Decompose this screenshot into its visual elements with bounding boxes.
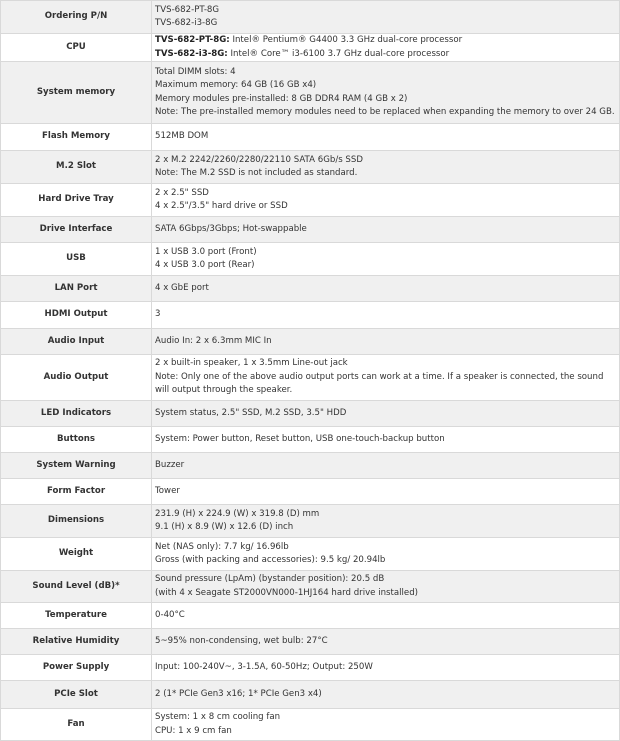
spec-value-text: Intel® Pentium® G4400 3.3 GHz dual-core processor — [229, 35, 463, 45]
spec-value-text: SATA 6Gbps/3Gbps; Hot-swappable — [155, 223, 307, 234]
spec-value-line — [155, 130, 619, 144]
spec-value-line — [155, 587, 619, 601]
spec-value-text: Note: The M.2 SSD is not included as standard. — [155, 168, 358, 178]
spec-row-audio-input — [1, 329, 620, 355]
spec-value — [152, 479, 620, 505]
spec-label: LAN Port — [1, 276, 152, 302]
spec-value-line — [155, 79, 619, 93]
spec-value — [152, 302, 620, 329]
spec-value-text: 512MB DOM — [155, 131, 209, 142]
spec-label: PCIe Slot — [1, 681, 152, 709]
spec-value-line — [155, 573, 619, 587]
spec-value — [152, 62, 620, 124]
spec-value-line — [155, 541, 619, 555]
spec-label: Temperature — [1, 603, 152, 629]
spec-value-line — [155, 371, 619, 398]
spec-value-line — [155, 407, 619, 421]
spec-value-text: System: 1 x 8 cm cooling fan — [155, 712, 281, 722]
spec-value-line — [155, 508, 619, 522]
spec-value-line — [155, 154, 619, 168]
spec-value-text: CPU: 1 x 9 cm fan — [155, 725, 232, 736]
spec-row-sound-level-db — [1, 571, 620, 603]
spec-value-text: 4 x USB 3.0 port (Rear) — [155, 260, 255, 270]
spec-row-weight — [1, 538, 620, 571]
spec-value-line — [155, 4, 619, 18]
spec-row-m-2-slot — [1, 151, 620, 184]
spec-row-hard-drive-tray — [1, 184, 620, 217]
spec-label: Buttons — [1, 427, 152, 453]
spec-value-text: Buzzer — [155, 459, 185, 470]
spec-value — [152, 571, 620, 603]
spec-value-text: Memory modules pre-installed: 8 GB DDR4 RAM (4 GB x 2) — [155, 93, 408, 104]
spec-label: Ordering P/N — [1, 1, 152, 34]
spec-row-cpu — [1, 34, 620, 62]
spec-value-text: Total DIMM slots: 4 — [155, 66, 236, 77]
spec-value-line — [155, 688, 619, 702]
spec-value-text: Audio In: 2 x 6.3mm MIC In — [155, 335, 272, 346]
spec-value-line — [155, 48, 619, 62]
spec-value-line — [155, 554, 619, 568]
spec-value — [152, 709, 620, 741]
spec-value — [152, 243, 620, 276]
spec-row-flash-memory — [1, 124, 620, 151]
spec-label: Hard Drive Tray — [1, 184, 152, 217]
spec-label: Audio Input — [1, 329, 152, 355]
spec-row-dimensions — [1, 505, 620, 538]
spec-value-line — [155, 335, 619, 349]
spec-label: Dimensions — [1, 505, 152, 538]
spec-value — [152, 329, 620, 355]
spec-value-text: Input: 100-240V~, 3-1.5A, 60-50Hz; Output: 250W — [155, 661, 373, 672]
spec-value-line — [155, 106, 619, 120]
spec-value-text: 2 (1* PCIe Gen3 x16; 1* PCIe Gen3 x4) — [155, 688, 322, 699]
spec-value-line — [155, 725, 619, 739]
spec-value-line — [155, 223, 619, 237]
spec-value — [152, 124, 620, 151]
spec-value-line — [155, 485, 619, 499]
spec-value — [152, 681, 620, 709]
spec-label: Power Supply — [1, 655, 152, 681]
spec-value-line — [155, 635, 619, 649]
spec-value-text: System: Power button, Reset button, USB one-touch-backup button — [155, 433, 445, 444]
spec-value — [152, 538, 620, 571]
spec-value-line — [155, 282, 619, 296]
spec-value-text: 5~95% non-condensing, wet bulb: 27°C — [155, 635, 328, 646]
spec-value-text: Intel® Core™ i3-6100 3.7 GHz dual-core processor — [227, 48, 450, 59]
spec-label: Weight — [1, 538, 152, 571]
spec-label: Form Factor — [1, 479, 152, 505]
spec-value — [152, 217, 620, 243]
spec-value-text: 4 x GbE port — [155, 282, 209, 293]
spec-value-line — [155, 200, 619, 214]
spec-label: Drive Interface — [1, 217, 152, 243]
spec-value — [152, 603, 620, 629]
spec-value — [152, 453, 620, 479]
spec-value-line — [155, 609, 619, 623]
spec-value-text: (with 4 x Seagate ST2000VN000-1HJ164 hard drive installed) — [155, 587, 419, 598]
spec-value-text: 1 x USB 3.0 port (Front) — [155, 246, 257, 257]
spec-value-line — [155, 187, 619, 201]
spec-row-form-factor — [1, 479, 620, 505]
spec-row-ordering-p-n — [1, 1, 620, 34]
spec-value — [152, 151, 620, 184]
spec-row-buttons — [1, 427, 620, 453]
spec-value — [152, 401, 620, 427]
spec-value-text: Maximum memory: 64 GB (16 GB x4) — [155, 80, 317, 90]
model-name: TVS-682-PT-8G: — [155, 35, 230, 45]
spec-value-text: 231.9 (H) x 224.9 (W) x 319.8 (D) mm — [155, 508, 320, 519]
spec-label: CPU — [1, 34, 152, 62]
spec-label: Flash Memory — [1, 124, 152, 151]
spec-value-text: TVS-682-PT-8G — [155, 4, 220, 15]
spec-value-text: 0-40°C — [155, 609, 185, 620]
spec-label: HDMI Output — [1, 302, 152, 329]
spec-value-text: 2 x built-in speaker, 1 x 3.5mm Line-out jack — [155, 358, 348, 369]
spec-value-line — [155, 17, 619, 31]
spec-value-text: Gross (with packing and accessories): 9.5 kg/ 20.94lb — [155, 555, 386, 565]
model-name: TVS-682-i3-8G: — [155, 48, 228, 59]
spec-label: USB — [1, 243, 152, 276]
spec-row-lan-port — [1, 276, 620, 302]
spec-label: Audio Output — [1, 355, 152, 401]
spec-value — [152, 276, 620, 302]
spec-value-line — [155, 661, 619, 675]
spec-row-temperature — [1, 603, 620, 629]
spec-label: System Warning — [1, 453, 152, 479]
spec-row-hdmi-output — [1, 302, 620, 329]
spec-value-text: 2 x M.2 2242/2260/2280/22110 SATA 6Gb/s SSD — [155, 154, 363, 165]
spec-row-usb — [1, 243, 620, 276]
spec-label: Sound Level (dB)* — [1, 571, 152, 603]
spec-label: Fan — [1, 709, 152, 741]
spec-value-text: 9.1 (H) x 8.9 (W) x 12.6 (D) inch — [155, 522, 294, 532]
spec-value-text: Tower — [155, 485, 180, 496]
spec-row-system-warning — [1, 453, 620, 479]
spec-value — [152, 655, 620, 681]
spec-value-line — [155, 259, 619, 273]
spec-value-line — [155, 308, 619, 322]
spec-row-audio-output — [1, 355, 620, 401]
spec-row-led-indicators — [1, 401, 620, 427]
spec-label: Relative Humidity — [1, 629, 152, 655]
spec-value-text: Note: The pre-installed memory modules need to be replaced when expanding the memory to over 24 GB. — [155, 107, 615, 117]
spec-value — [152, 427, 620, 453]
spec-value-text: 4 x 2.5"/3.5" hard drive or SSD — [155, 201, 288, 211]
spec-value — [152, 355, 620, 401]
spec-table-body — [1, 1, 620, 741]
spec-value — [152, 184, 620, 217]
spec-value — [152, 505, 620, 538]
spec-label: M.2 Slot — [1, 151, 152, 184]
spec-value-text: 3 — [155, 309, 161, 320]
spec-value-line — [155, 357, 619, 371]
spec-value-text: 2 x 2.5" SSD — [155, 187, 209, 198]
spec-value-text: Net (NAS only): 7.7 kg/ 16.96lb — [155, 541, 289, 552]
spec-value-line — [155, 711, 619, 725]
spec-label: System memory — [1, 62, 152, 124]
spec-value-line — [155, 167, 619, 181]
spec-row-relative-humidity — [1, 629, 620, 655]
spec-row-fan — [1, 709, 620, 741]
spec-value-text: Note: Only one of the above audio output ports can work at a time. If a speaker is connected, the sound will output through the speaker. — [155, 371, 604, 396]
spec-value-text: System status, 2.5" SSD, M.2 SSD, 3.5" HDD — [155, 407, 347, 418]
spec-value-line — [155, 521, 619, 535]
spec-row-pcie-slot — [1, 681, 620, 709]
spec-value — [152, 34, 620, 62]
spec-row-drive-interface — [1, 217, 620, 243]
spec-value-text: Sound pressure (LpAm) (bystander position): 20.5 dB — [155, 574, 385, 584]
spec-value — [152, 629, 620, 655]
spec-label: LED Indicators — [1, 401, 152, 427]
spec-row-system-memory — [1, 62, 620, 124]
spec-value-line — [155, 459, 619, 473]
spec-value-line — [155, 433, 619, 447]
spec-value-text: TVS-682-i3-8G — [155, 18, 218, 28]
spec-value-line — [155, 34, 619, 48]
spec-value-line — [155, 93, 619, 107]
spec-value — [152, 1, 620, 34]
spec-row-power-supply — [1, 655, 620, 681]
spec-value-line — [155, 246, 619, 260]
spec-value-line — [155, 66, 619, 80]
